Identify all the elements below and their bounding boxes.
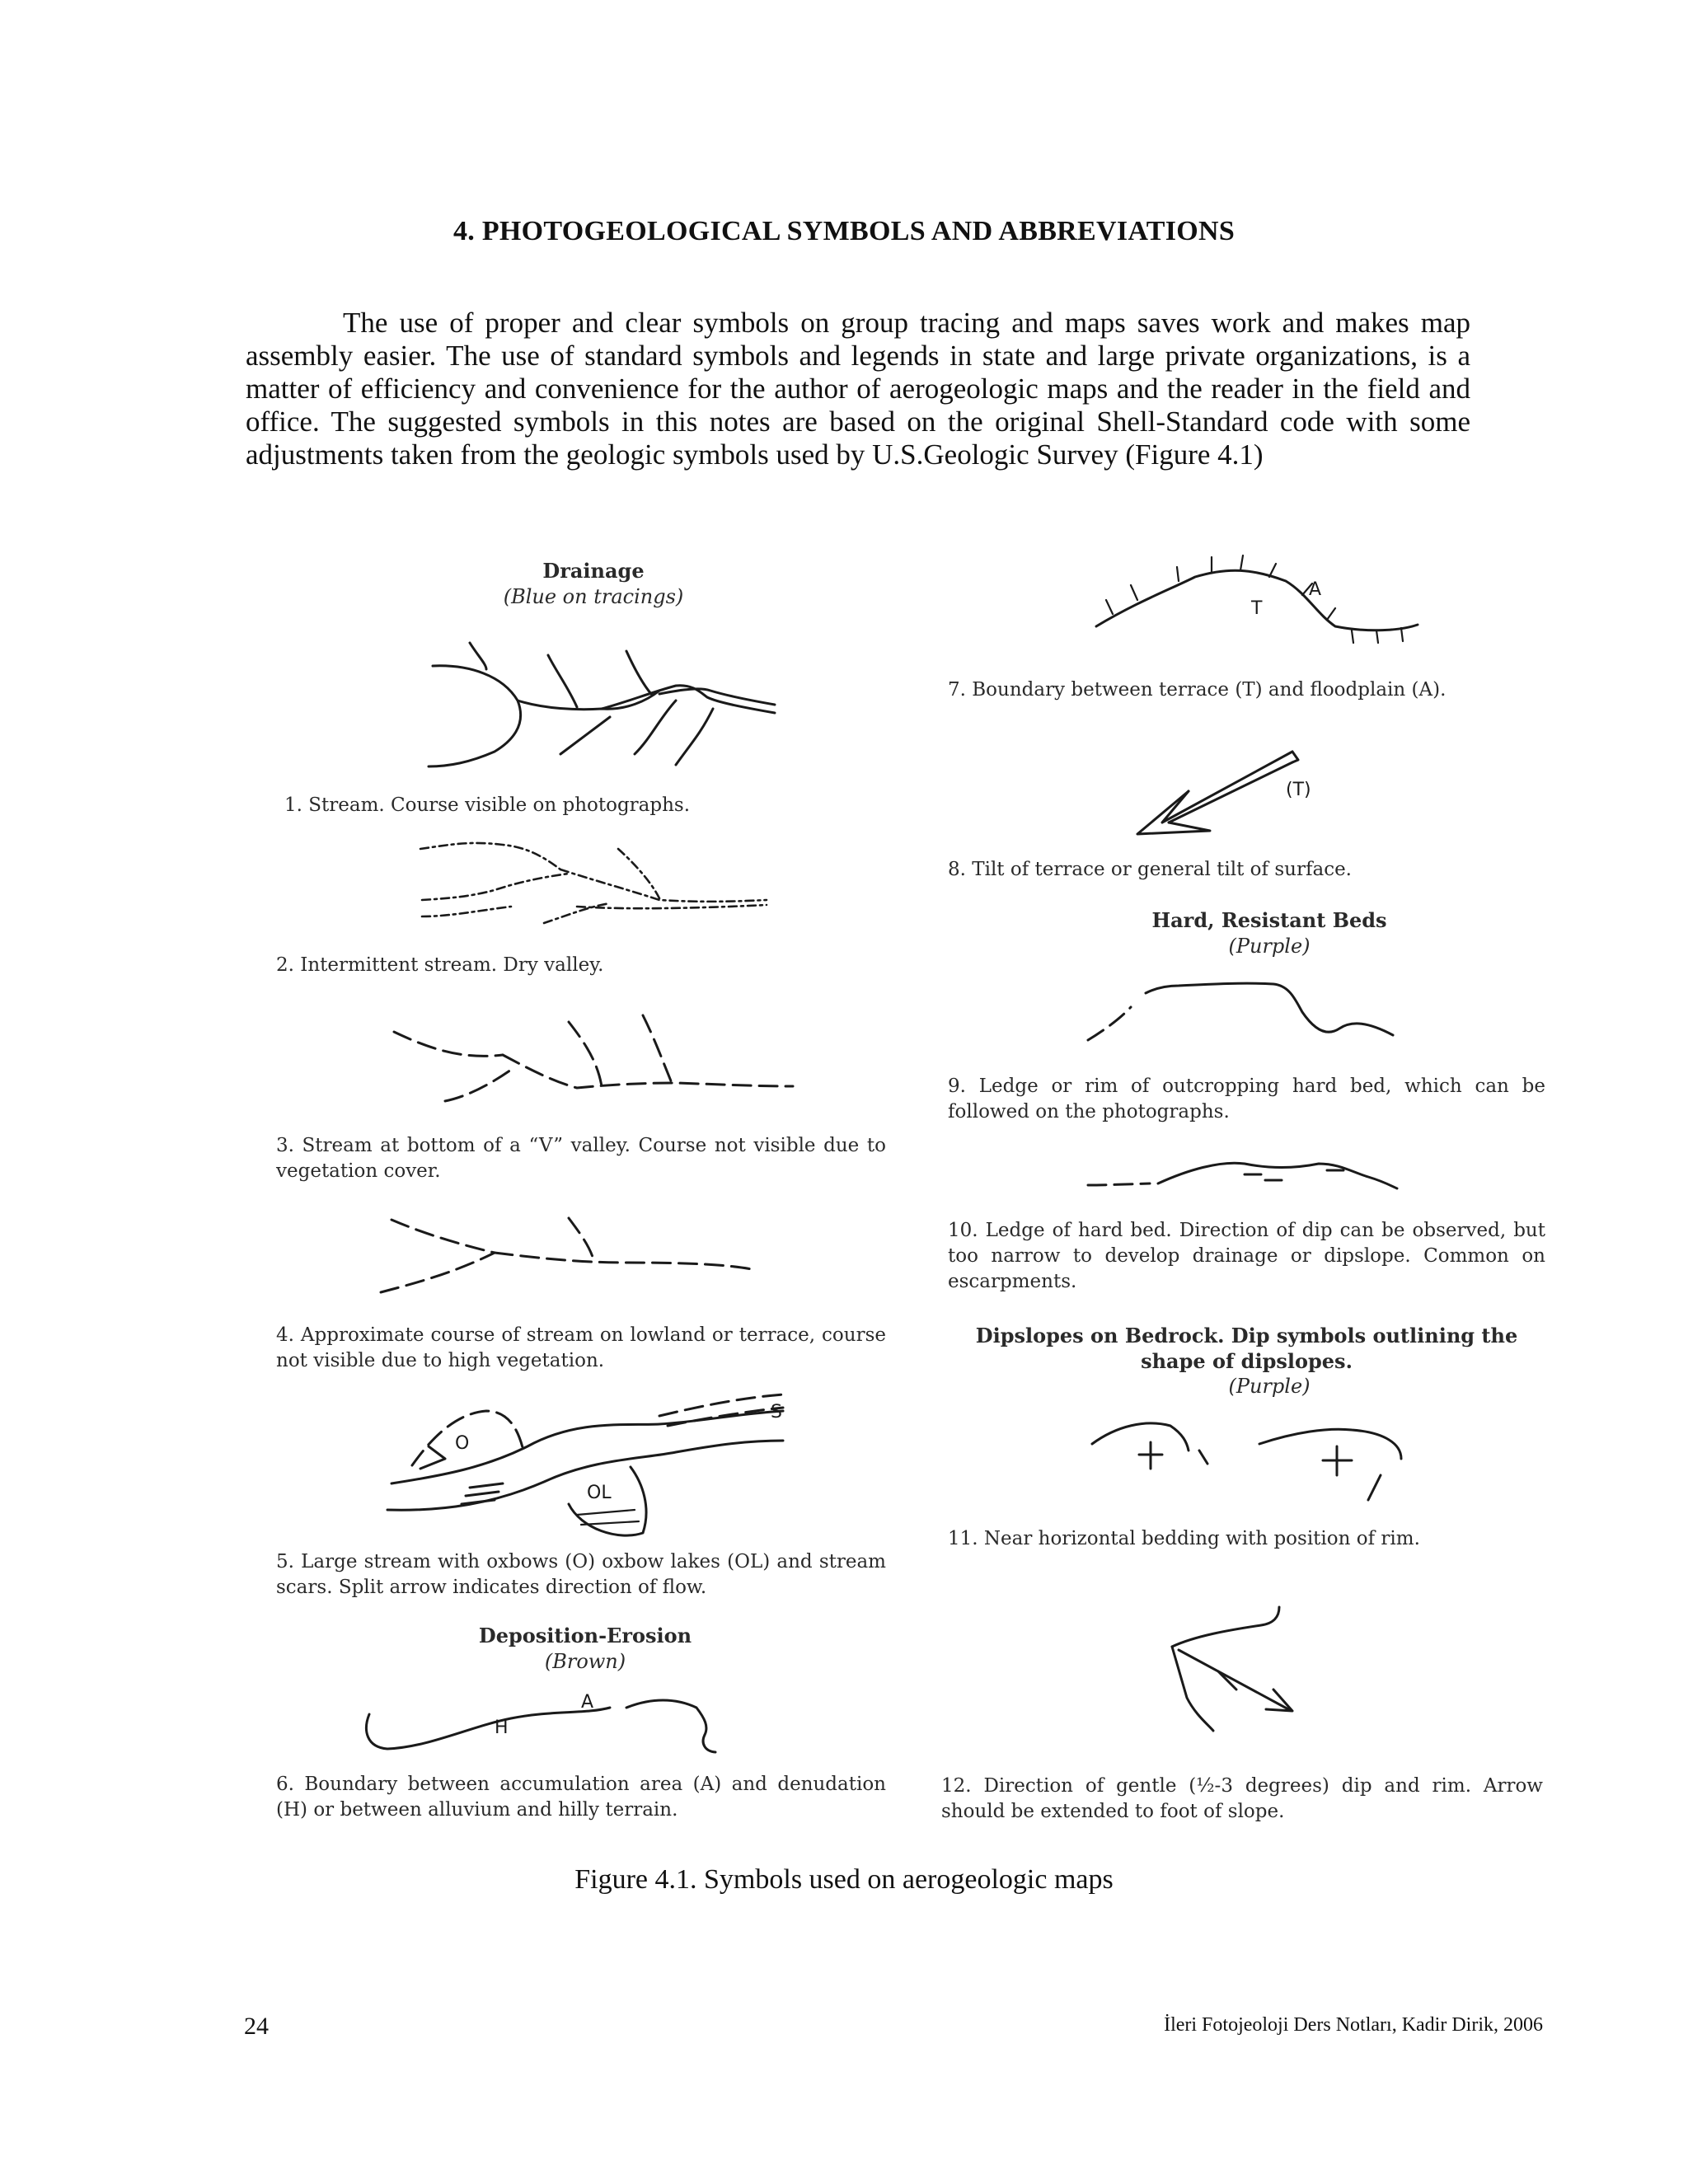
oxbow-label: O [455, 1433, 470, 1454]
caption-10: 10. Ledge of hard bed. Direction of dip can be observed, but too narrow to develop drainage or dipslope. Common on escarpments. [948, 1220, 1545, 1292]
intermittent-stream-symbol [420, 843, 767, 923]
hard-beds-heading: Hard, Resistant Beds [1151, 908, 1387, 932]
oxbow-lake-label: OL [587, 1483, 612, 1503]
page-footer: İleri Fotojeoloji Ders Notları, Kadir Dirik, 2006 [1164, 2014, 1543, 2036]
intro-paragraph: The use of proper and clear symbols on group tracing and maps saves work and makes map assembly easier. The use of standard symbols and legends in state and large private organizations, is a matter of efficiency and convenience for the author of aerogeologic maps and the reader in the field and office. The suggested symbols in this notes are based on the original Shell-Standard code with some adjustments taken from the geologic symbols used by U.S.Geologic Survey (Figure 4.1) [246, 307, 1470, 471]
section-title: 4. PHOTOGEOLOGICAL SYMBOLS AND ABBREVIATIONS [452, 216, 1236, 246]
drainage-subheading: (Blue on tracings) [503, 585, 684, 608]
caption-6: 6. Boundary between accumulation area (A) and denudation (H) or between alluvium and hilly terrain. [276, 1774, 886, 1821]
large-stream-symbol [387, 1394, 783, 1535]
caption-9: 9. Ledge or rim of outcropping hard bed, which can be followed on the photographs. [948, 1076, 1545, 1122]
dipslopes-heading: Dipslopes on Bedrock. Dip symbols outlining the shape of dipslopes. [975, 1324, 1518, 1373]
terrace-label: T [1251, 598, 1263, 619]
figure-caption: Figure 4.1. Symbols used on aerogeologic maps [574, 1864, 1114, 1895]
page-number: 24 [244, 2013, 269, 2040]
ledge-dip-symbol [1088, 1163, 1397, 1188]
caption-5: 5. Large stream with oxbows (O) oxbow lakes (OL) and stream scars. Split arrow indicates direction of flow. [276, 1551, 886, 1598]
caption-12: 12. Direction of gentle (½-3 degrees) dip and rim. Arrow should be extended to foot of slope. [941, 1775, 1543, 1822]
dipslopes-subheading: (Purple) [1228, 1375, 1311, 1398]
denudation-label: H [495, 1718, 509, 1738]
caption-7: 7. Boundary between terrace (T) and floodplain (A). [948, 679, 1447, 701]
floodplain-label: A [1309, 579, 1322, 600]
caption-2: 2. Intermittent stream. Dry valley. [276, 954, 604, 976]
tilt-arrow-symbol [1137, 752, 1311, 834]
caption-4: 4. Approximate course of stream on lowland or terrace, course not visible due to high vegetation. [276, 1324, 886, 1371]
v-valley-stream-symbol [394, 1015, 793, 1101]
hard-beds-subheading: (Purple) [1228, 935, 1311, 958]
ledge-symbol [1088, 983, 1393, 1040]
deposition-heading: Deposition-Erosion [478, 1624, 692, 1647]
caption-8: 8. Tilt of terrace or general tilt of surface. [948, 859, 1352, 880]
approximate-stream-symbol [381, 1218, 752, 1292]
caption-3: 3. Stream at bottom of a “V” valley. Course not visible due to vegetation cover. [276, 1135, 886, 1182]
caption-1: 1. Stream. Course visible on photographs. [284, 794, 691, 816]
accumulation-boundary-symbol [366, 1692, 715, 1752]
stream-symbol [429, 643, 775, 766]
caption-11: 11. Near horizontal bedding with position of rim. [948, 1528, 1420, 1549]
tilt-label: (T) [1286, 780, 1311, 800]
gentle-dip-symbol [1172, 1607, 1292, 1731]
accumulation-label: A [581, 1692, 594, 1713]
scar-label: S [771, 1402, 782, 1422]
deposition-subheading: (Brown) [544, 1650, 626, 1673]
drainage-heading: Drainage [542, 559, 645, 583]
near-horizontal-bedding-symbol [1092, 1423, 1401, 1500]
terrace-boundary-symbol [1096, 555, 1418, 643]
